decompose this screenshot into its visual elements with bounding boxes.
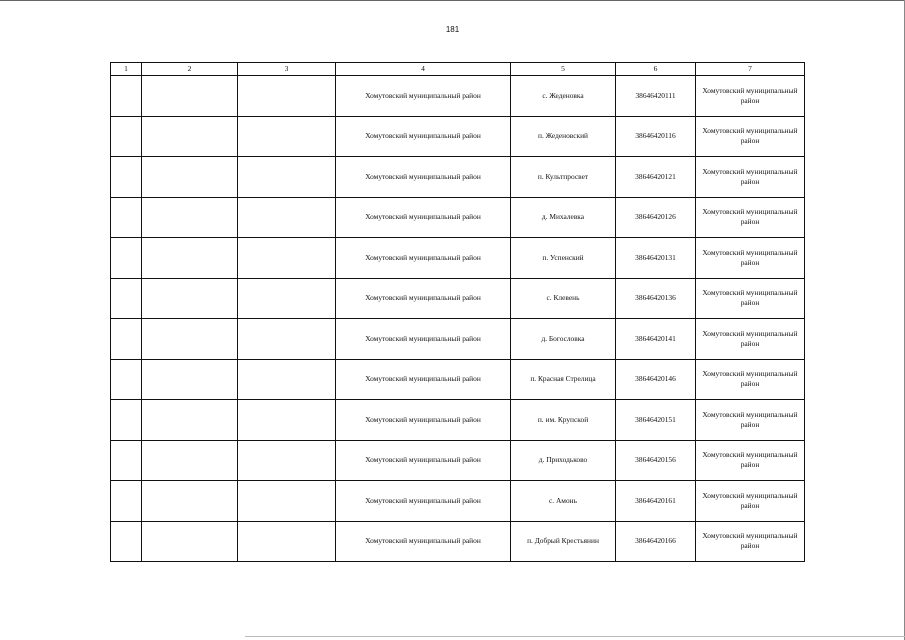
cell-col2 xyxy=(142,440,238,481)
municipality-cell: Хомутовский муниципальный район xyxy=(336,76,511,117)
cell-col2 xyxy=(142,238,238,279)
settlement-cell: с. Клевень xyxy=(511,278,616,319)
cell-col3 xyxy=(238,400,336,441)
cell-col1 xyxy=(111,521,142,562)
cell-col3 xyxy=(238,76,336,117)
table-row xyxy=(111,400,805,441)
oktmo-code-cell: 38646420141 xyxy=(616,319,696,360)
cell-col2 xyxy=(142,157,238,198)
cell-col2 xyxy=(142,197,238,238)
district-cell: Хомутовский муниципальный район xyxy=(696,521,805,562)
cell-col2 xyxy=(142,278,238,319)
district-cell: Хомутовский муниципальный район xyxy=(696,359,805,400)
settlement-cell: д. Богословка xyxy=(511,319,616,360)
cell-col3 xyxy=(238,157,336,198)
cell-col1 xyxy=(111,481,142,522)
municipality-cell: Хомутовский муниципальный район xyxy=(336,157,511,198)
district-cell: Хомутовский муниципальный район xyxy=(696,197,805,238)
table-row xyxy=(111,481,805,522)
table-row xyxy=(111,197,805,238)
cell-col2 xyxy=(142,116,238,157)
oktmo-code-cell: 38646420151 xyxy=(616,400,696,441)
table-body xyxy=(111,76,805,562)
cell-col1 xyxy=(111,157,142,198)
settlement-cell: п. Добрый Крестьянин xyxy=(511,521,616,562)
cell-col2 xyxy=(142,481,238,522)
cell-col2 xyxy=(142,359,238,400)
district-cell: Хомутовский муниципальный район xyxy=(696,116,805,157)
settlement-cell: п. Культпросвет xyxy=(511,157,616,198)
column-header-7: 7 xyxy=(696,63,805,76)
cell-col3 xyxy=(238,440,336,481)
cell-col1 xyxy=(111,278,142,319)
cell-col1 xyxy=(111,359,142,400)
column-header-2: 2 xyxy=(142,63,238,76)
table-row xyxy=(111,76,805,117)
table-row xyxy=(111,521,805,562)
column-header-5: 5 xyxy=(511,63,616,76)
municipality-cell: Хомутовский муниципальный район xyxy=(336,319,511,360)
cell-col3 xyxy=(238,481,336,522)
header-row xyxy=(111,63,805,76)
municipality-cell: Хомутовский муниципальный район xyxy=(336,481,511,522)
oktmo-code-cell: 38646420161 xyxy=(616,481,696,522)
table-row xyxy=(111,278,805,319)
table-header xyxy=(111,63,805,76)
column-header-6: 6 xyxy=(616,63,696,76)
municipality-cell: Хомутовский муниципальный район xyxy=(336,359,511,400)
cell-col1 xyxy=(111,197,142,238)
bottom-border-line xyxy=(245,636,905,637)
settlement-cell: п. им. Крупской xyxy=(511,400,616,441)
cell-col2 xyxy=(142,319,238,360)
cell-col1 xyxy=(111,440,142,481)
cell-col1 xyxy=(111,400,142,441)
cell-col1 xyxy=(111,76,142,117)
oktmo-code-cell: 38646420111 xyxy=(616,76,696,117)
cell-col3 xyxy=(238,116,336,157)
cell-col1 xyxy=(111,319,142,360)
column-header-4: 4 xyxy=(336,63,511,76)
table-row xyxy=(111,359,805,400)
district-cell: Хомутовский муниципальный район xyxy=(696,157,805,198)
oktmo-code-cell: 38646420146 xyxy=(616,359,696,400)
cell-col1 xyxy=(111,116,142,157)
cell-col3 xyxy=(238,319,336,360)
oktmo-code-cell: 38646420166 xyxy=(616,521,696,562)
district-cell: Хомутовский муниципальный район xyxy=(696,481,805,522)
district-cell: Хомутовский муниципальный район xyxy=(696,238,805,279)
district-cell: Хомутовский муниципальный район xyxy=(696,319,805,360)
settlement-cell: с. Жеденовка xyxy=(511,76,616,117)
oktmo-code-cell: 38646420116 xyxy=(616,116,696,157)
registry-table xyxy=(110,62,805,562)
cell-col2 xyxy=(142,521,238,562)
oktmo-code-cell: 38646420126 xyxy=(616,197,696,238)
municipality-cell: Хомутовский муниципальный район xyxy=(336,278,511,319)
settlement-cell: с. Амонь xyxy=(511,481,616,522)
cell-col2 xyxy=(142,76,238,117)
settlement-cell: п. Успенский xyxy=(511,238,616,279)
district-cell: Хомутовский муниципальный район xyxy=(696,440,805,481)
table-row xyxy=(111,319,805,360)
settlement-cell: д. Михалевка xyxy=(511,197,616,238)
cell-col1 xyxy=(111,238,142,279)
cell-col3 xyxy=(238,197,336,238)
oktmo-code-cell: 38646420156 xyxy=(616,440,696,481)
district-cell: Хомутовский муниципальный район xyxy=(696,278,805,319)
district-cell: Хомутовский муниципальный район xyxy=(696,400,805,441)
oktmo-code-cell: 38646420121 xyxy=(616,157,696,198)
settlement-cell: п. Красная Стрелица xyxy=(511,359,616,400)
table-row xyxy=(111,157,805,198)
municipality-cell: Хомутовский муниципальный район xyxy=(336,440,511,481)
column-header-1: 1 xyxy=(111,63,142,76)
settlement-cell: д. Приходьково xyxy=(511,440,616,481)
cell-col3 xyxy=(238,521,336,562)
municipality-cell: Хомутовский муниципальный район xyxy=(336,521,511,562)
page-number: 181 xyxy=(445,25,460,34)
top-border-line xyxy=(0,0,905,1)
table-row xyxy=(111,440,805,481)
municipality-cell: Хомутовский муниципальный район xyxy=(336,238,511,279)
cell-col2 xyxy=(142,400,238,441)
table-row xyxy=(111,238,805,279)
settlement-cell: п. Жеденовский xyxy=(511,116,616,157)
column-header-3: 3 xyxy=(238,63,336,76)
table-row xyxy=(111,116,805,157)
oktmo-code-cell: 38646420136 xyxy=(616,278,696,319)
district-cell: Хомутовский муниципальный район xyxy=(696,76,805,117)
cell-col3 xyxy=(238,278,336,319)
cell-col3 xyxy=(238,238,336,279)
oktmo-code-cell: 38646420131 xyxy=(616,238,696,279)
municipality-cell: Хомутовский муниципальный район xyxy=(336,197,511,238)
municipality-cell: Хомутовский муниципальный район xyxy=(336,400,511,441)
municipality-cell: Хомутовский муниципальный район xyxy=(336,116,511,157)
cell-col3 xyxy=(238,359,336,400)
